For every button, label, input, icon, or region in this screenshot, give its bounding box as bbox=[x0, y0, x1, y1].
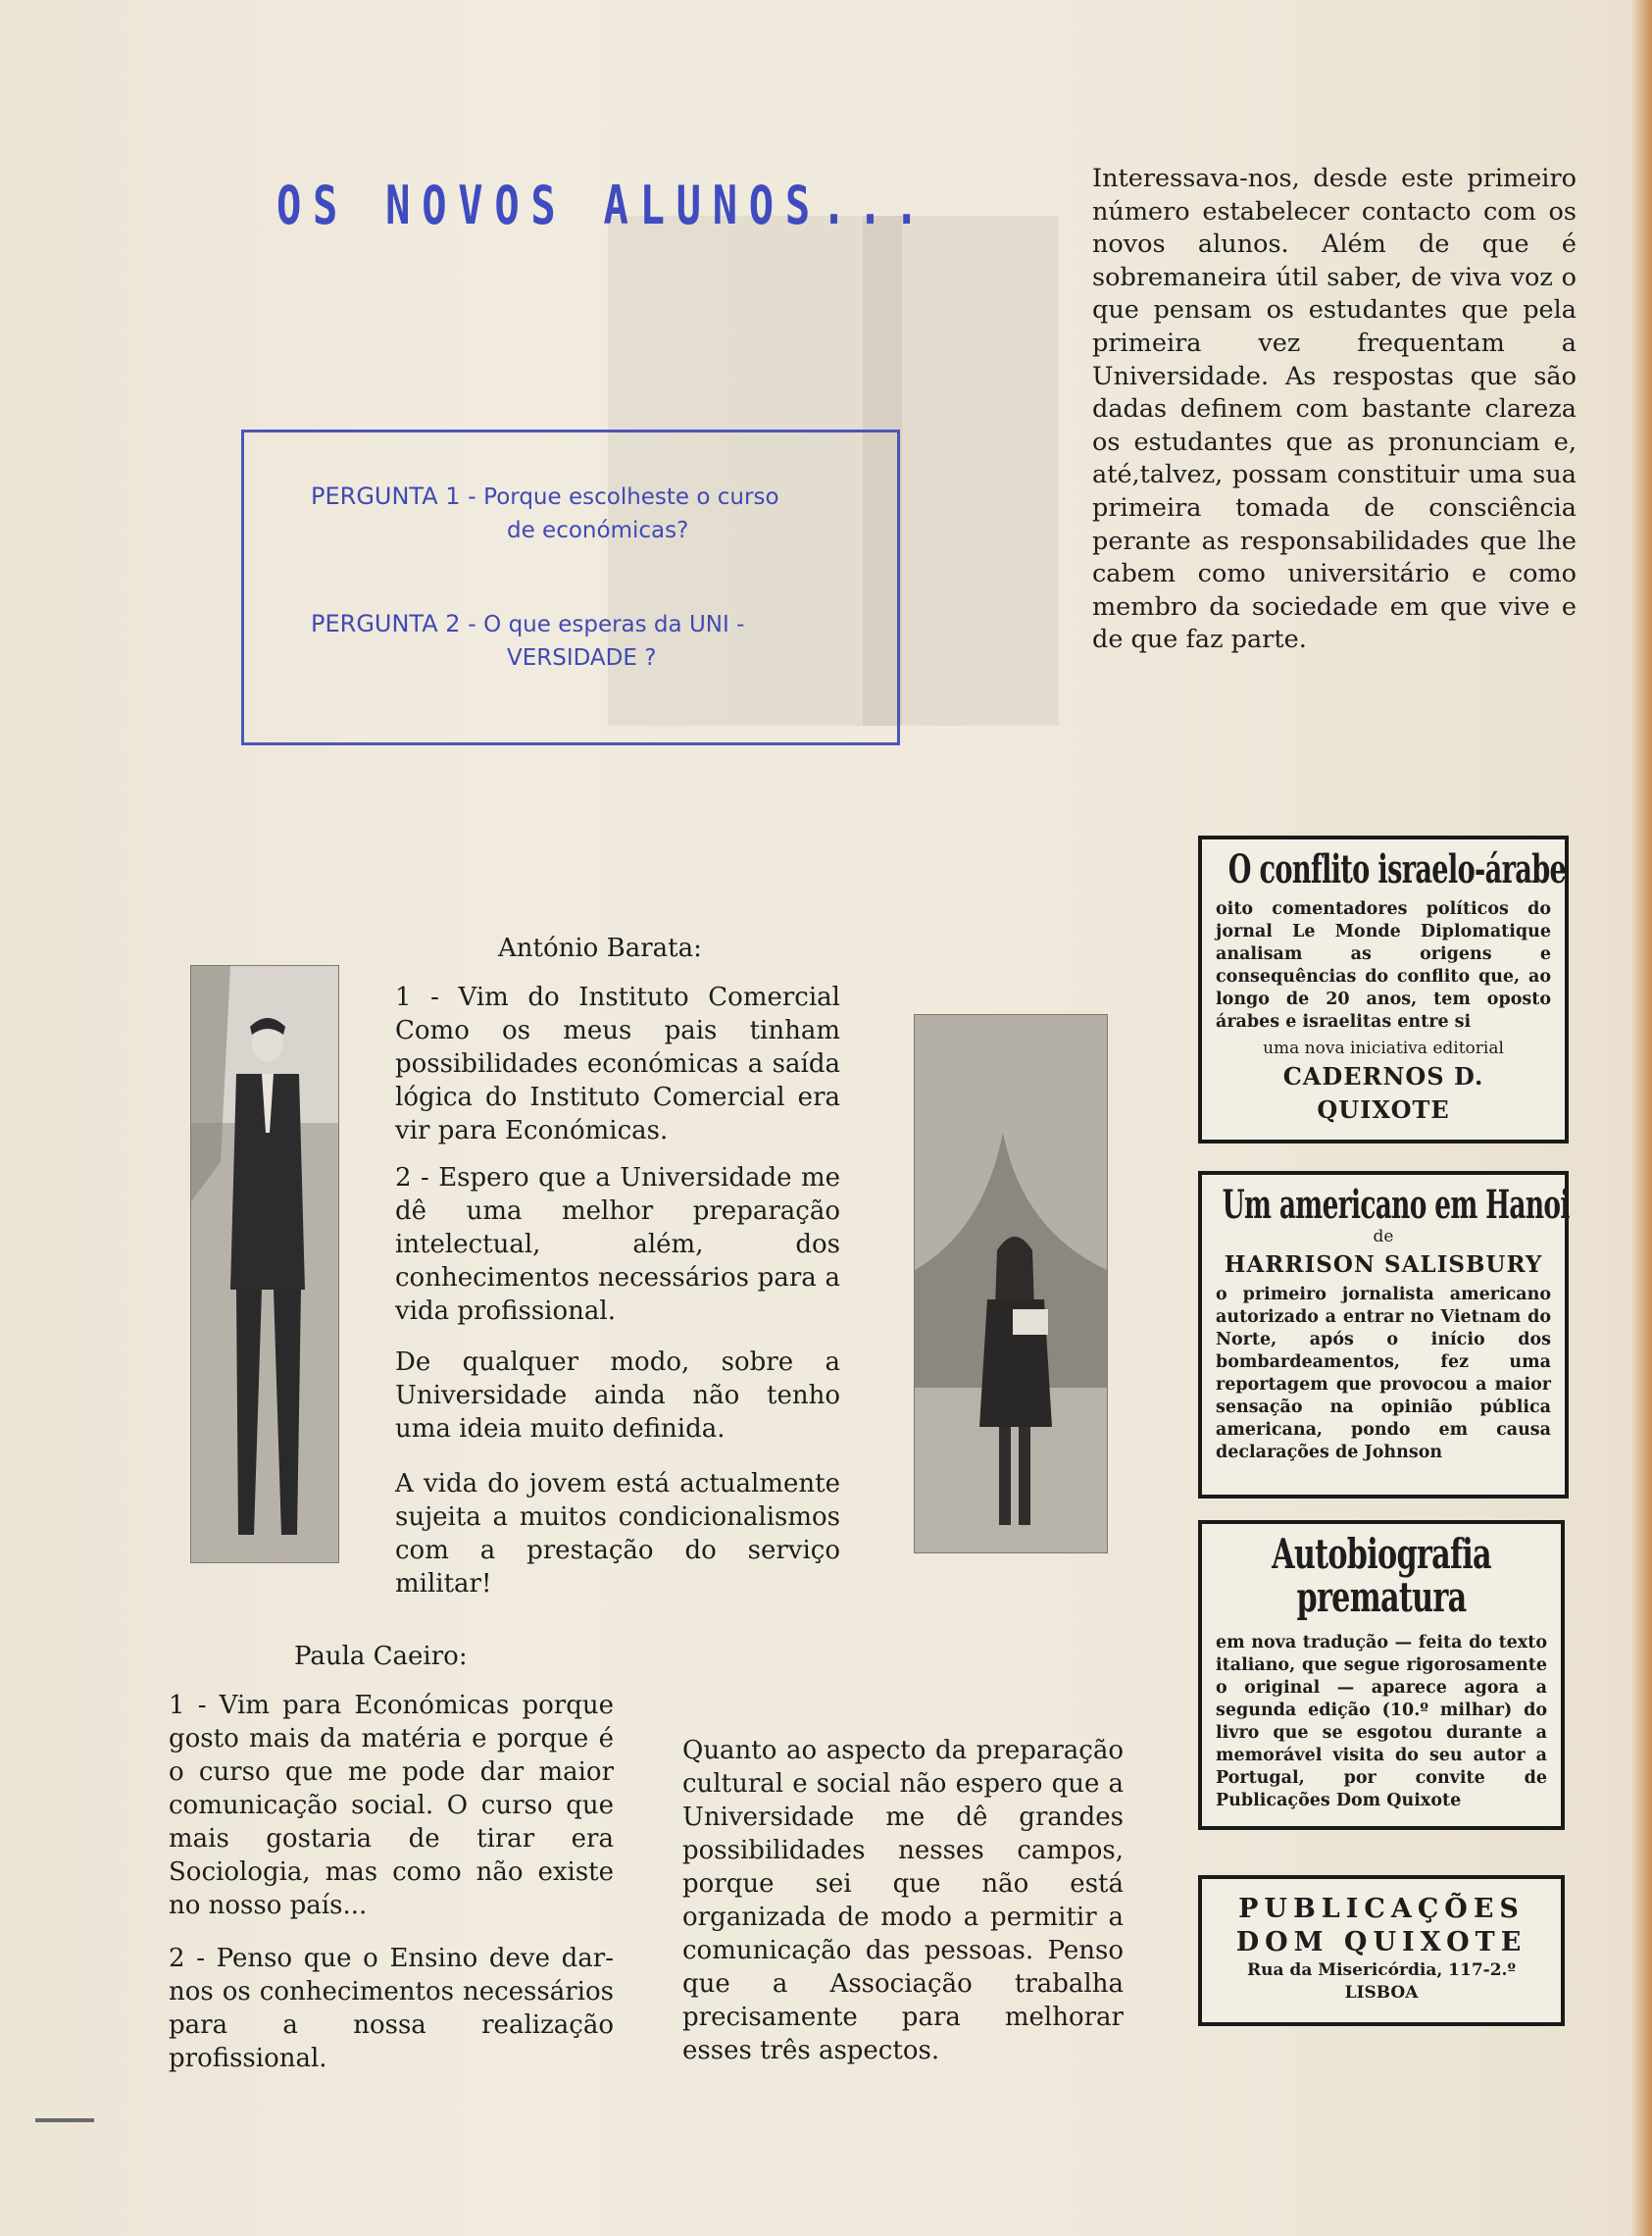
antonio-answer-2: 2 - Espero que a Universidade me dê uma melhor preparação intelectual, além, dos conhecimentos necessários para a vida profissional. bbox=[395, 1163, 840, 1326]
ad2-de: de bbox=[1373, 1227, 1394, 1246]
question-1-text: Porque escolheste o curso bbox=[483, 484, 779, 510]
paula-answer-1: 1 - Vim para Económicas porque gosto mais da matéria e porque é o curso que me pode dar maior comunicação social. O curso que mais gostaria de tirar era Sociologia, mas como não existe no nosso país... bbox=[169, 1691, 614, 1920]
paula-continued bbox=[682, 1734, 1124, 2081]
ad2-headline: Um americano em Hanoi bbox=[1222, 1182, 1570, 1228]
question-2-text: O que esperas da UNI - bbox=[483, 612, 745, 637]
paula-answers bbox=[169, 1689, 614, 2089]
ad2-body: o primeiro jornalista americano autorizado a entrar no Vietnam do Norte, após o início dos bombardeamentos, fez uma reportagem que provocou a maior sensação na opinião pública americana, pondo em causa declarações de Johnson bbox=[1216, 1285, 1551, 1462]
antonio-answers bbox=[395, 981, 840, 1342]
antonio-answer-3: De qualquer modo, sobre a Universidade ainda não tenho uma ideia muito definida. bbox=[395, 1347, 840, 1444]
antonio-name: António Barata: bbox=[498, 934, 702, 963]
paula-answer-2: 2 - Penso que o Ensino deve dar-nos os conhecimentos necessários para a nossa realização profissional. bbox=[169, 1944, 614, 2073]
ad4-line-2: DOM QUIXOTE bbox=[1235, 1927, 1527, 1957]
antonio-extra bbox=[395, 1346, 840, 1614]
photo-paula-caeiro bbox=[914, 1014, 1108, 1553]
question-2-continuation: VERSIDADE ? bbox=[507, 645, 657, 671]
question-2-label: PERGUNTA 2 - bbox=[311, 610, 476, 637]
ad4-line-1: PUBLICAÇÕES bbox=[1238, 1894, 1525, 1924]
paula-answer-3: Quanto ao aspecto da preparação cultural e social não espero que a Universidade me dê grandes possibilidades nesses campos, porque sei que não está organizada de modo a permitir a comunicação das pessoas. Penso que a Associação trabalha precisamente para melhorar esses três aspectos. bbox=[682, 1736, 1124, 2065]
ad1-brand: CADERNOS D. QUIXOTE bbox=[1282, 1062, 1484, 1124]
paula-name: Paula Caeiro: bbox=[294, 1642, 468, 1671]
question-2 bbox=[311, 607, 860, 675]
questions-box bbox=[241, 430, 900, 745]
ad3-headline-1: Autobiografia bbox=[1272, 1530, 1491, 1578]
antonio-answer-4: A vida do jovem está actualmente sujeita a muitos condicionalismos com a prestação do serviço militar! bbox=[395, 1469, 840, 1599]
ad1-headline: O conflito israelo-árabe bbox=[1227, 846, 1567, 892]
ad1-body: oito comentadores políticos do jornal Le Monde Diplomatique analisam as origens e consequências do conflito que, ao longo de 20 anos, tem oposto árabes e israelitas entre si bbox=[1216, 899, 1551, 1032]
photo-antonio-figure bbox=[191, 966, 338, 1562]
ad2-author: HARRISON SALISBURY bbox=[1224, 1251, 1543, 1278]
question-1-label: PERGUNTA 1 - bbox=[311, 483, 476, 510]
photo-antonio-barata bbox=[190, 965, 339, 1563]
question-1-continuation: de económicas? bbox=[507, 518, 689, 543]
ad-publicacoes-dom-quixote bbox=[1198, 1875, 1565, 2026]
ad-americano-em-hanoi bbox=[1198, 1171, 1569, 1499]
page-title: OS NOVOS ALUNOS... bbox=[276, 175, 931, 236]
ad4-city: LISBOA bbox=[1344, 1983, 1419, 2003]
ad-autobiografia-prematura bbox=[1198, 1520, 1565, 1830]
ad1-tagline: uma nova iniciativa editorial bbox=[1263, 1039, 1504, 1058]
photo-paula-figure bbox=[915, 1015, 1107, 1552]
ad4-address: Rua da Misericórdia, 117-2.º bbox=[1247, 1960, 1516, 1980]
page-edge-stain bbox=[1630, 0, 1652, 2236]
ad3-body: em nova tradução — feita do texto italiano, que segue rigorosamente o original — aparece agora a segunda edição (10.º milhar) do livro que se esgotou durante a memorável visita do seu autor a Portugal, por convite de Publicações Dom Quixote bbox=[1216, 1633, 1547, 1810]
antonio-answer-1: 1 - Vim do Instituto Comercial Como os meus pais tinham possibilidades económicas a saída lógica do Instituto Comercial era vir para Económicas. bbox=[395, 983, 840, 1145]
ad-conflito-israelo-arabe bbox=[1198, 836, 1569, 1143]
page-mark bbox=[35, 2118, 94, 2122]
ad3-headline-2: prematura bbox=[1296, 1573, 1467, 1621]
intro-paragraph: Interessava-nos, desde este primeiro número estabelecer contacto com os novos alunos. Além de que é sobremaneira útil saber, de viva voz o que pensam os estudantes que pela primeira vez frequentam a Universidade. As respostas que são dadas definem com bastante clareza os estudantes que as pronunciam e, até,talvez, possam constituir uma sua primeira tomada de consciência perante as responsabilidades que lhe cabem como universitário e como membro da sociedade em que vive e de que faz parte. bbox=[1092, 164, 1577, 655]
question-1 bbox=[311, 480, 860, 547]
